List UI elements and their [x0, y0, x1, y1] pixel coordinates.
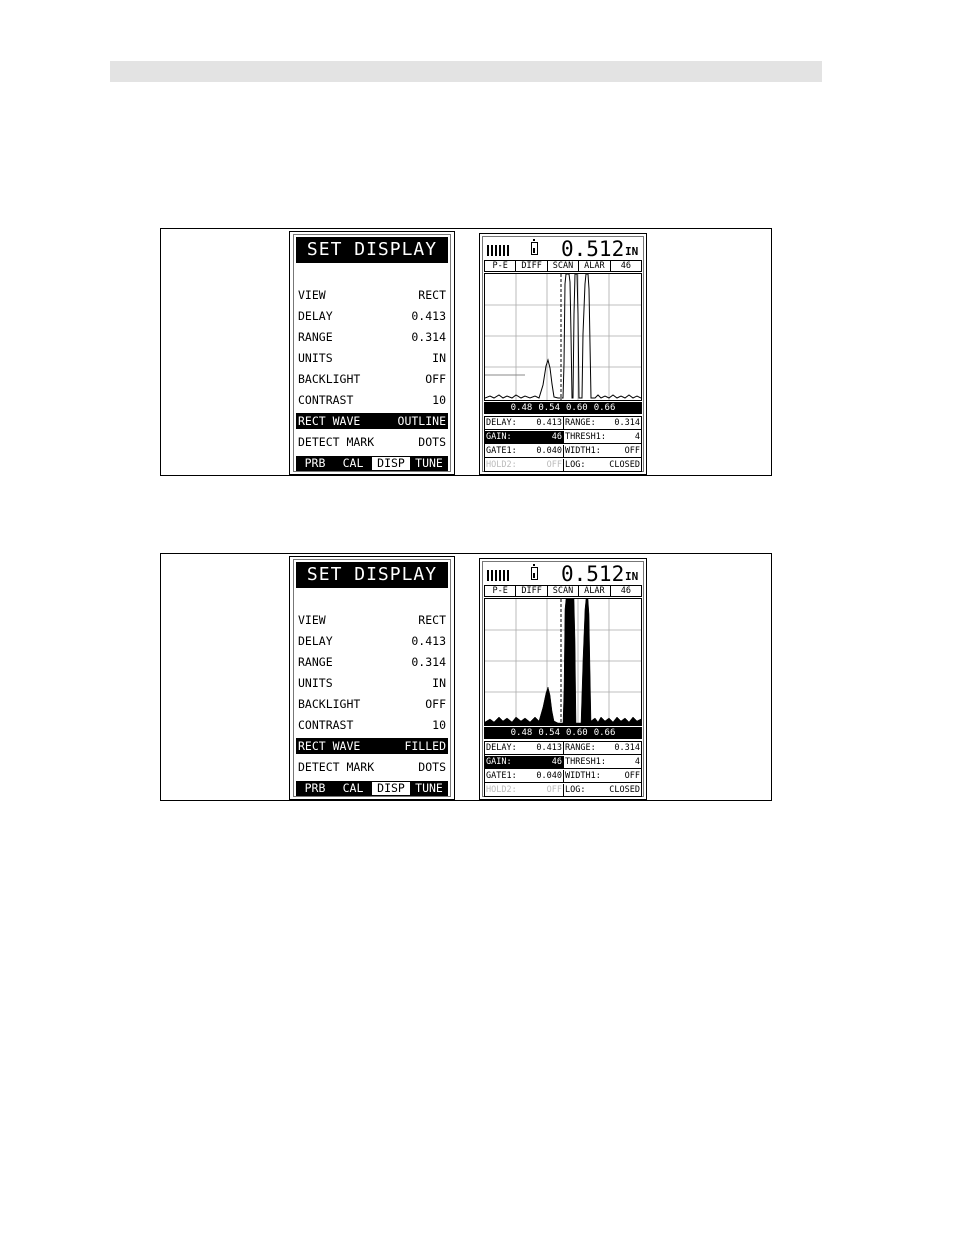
param-label: THRESH1: [565, 757, 606, 767]
menu-item-backlight[interactable] [296, 371, 448, 387]
menu-item-label: CONTRAST [298, 393, 354, 407]
tab-prb[interactable]: PRB [304, 456, 326, 470]
param-value: CLOSED [609, 785, 640, 795]
menu-title: SET DISPLAY [296, 562, 448, 588]
menu-item-label: DETECT MARK [298, 435, 375, 449]
figure-rect-wave-filled [160, 553, 772, 801]
param-delay[interactable] [485, 417, 564, 430]
param-width1[interactable] [564, 445, 641, 458]
param-gain[interactable] [485, 756, 564, 769]
menu-item-label: DELAY [298, 634, 333, 648]
status-gain: 46 [620, 261, 631, 271]
param-label: GAIN: [486, 757, 512, 767]
menu-item-label: RANGE [298, 330, 333, 344]
param-label: WIDTH1: [565, 446, 601, 456]
menu-item-range[interactable] [296, 329, 448, 345]
measurement-panel [482, 236, 644, 472]
param-label: RANGE: [565, 743, 596, 753]
menu-panel [293, 234, 451, 472]
measurement-panel [482, 561, 644, 797]
menu-item-value: DOTS [418, 435, 446, 449]
param-label: DELAY: [486, 743, 517, 753]
menu-item-value: 10 [432, 718, 446, 732]
param-log[interactable] [564, 459, 641, 472]
reading-unit: IN [625, 245, 639, 258]
set-display-menu-screen [289, 556, 455, 800]
param-range[interactable] [564, 417, 641, 430]
menu-item-units[interactable] [296, 350, 448, 366]
menu-panel [293, 559, 451, 797]
tab-tune[interactable]: TUNE [415, 456, 443, 470]
menu-item-detect-mark[interactable] [296, 434, 448, 450]
menu-item-value: OFF [425, 697, 446, 711]
status-mode: P-E [485, 261, 516, 271]
param-label: RANGE: [565, 418, 596, 428]
param-label: HOLD2: [486, 785, 517, 795]
param-range[interactable] [564, 742, 641, 755]
scale-tick: 0.48 [510, 728, 533, 738]
param-log[interactable] [564, 784, 641, 797]
scale-tick: 0.60 [566, 728, 588, 738]
menu-item-label: DELAY [298, 309, 333, 323]
param-label: LOG: [565, 785, 586, 795]
tab-disp[interactable]: DISP [372, 457, 410, 470]
status-row [484, 585, 642, 597]
param-value: 4 [634, 432, 640, 442]
param-delay[interactable] [485, 742, 564, 755]
menu-item-detect-mark[interactable] [296, 759, 448, 775]
menu-item-value: IN [432, 676, 446, 690]
signal-bars-icon [487, 245, 509, 256]
menu-item-delay[interactable] [296, 308, 448, 324]
set-display-menu-screen [289, 231, 455, 475]
menu-item-delay[interactable] [296, 633, 448, 649]
param-gate1[interactable] [485, 445, 564, 458]
param-label: LOG: [565, 460, 586, 470]
param-label: GATE1: [486, 446, 517, 456]
menu-item-value: RECT [418, 288, 446, 302]
menu-item-backlight[interactable] [296, 696, 448, 712]
menu-item-value: 0.413 [411, 634, 446, 648]
scale-tick: 0.54 [538, 403, 560, 413]
status-mode: P-E [485, 586, 516, 596]
param-thresh1[interactable] [564, 756, 641, 769]
param-value: 0.314 [614, 418, 640, 428]
param-hold2[interactable] [485, 784, 564, 797]
menu-item-value: DOTS [418, 760, 446, 774]
param-value: 0.040 [536, 771, 562, 781]
menu-item-value: 0.314 [411, 655, 446, 669]
menu-item-value: OFF [425, 372, 446, 386]
tab-cal[interactable]: CAL [342, 456, 364, 470]
menu-item-value: FILLED [404, 739, 446, 753]
waveform-display [484, 273, 642, 401]
menu-item-value: 0.413 [411, 309, 446, 323]
param-value: 0.040 [536, 446, 562, 456]
menu-item-view[interactable] [296, 612, 448, 628]
menu-item-rect-wave[interactable] [296, 413, 448, 429]
scale-tick: 0.54 [538, 728, 560, 738]
status-scan: SCAN [548, 586, 579, 596]
status-alarm: ALAR [579, 586, 610, 596]
menu-item-units[interactable] [296, 675, 448, 691]
param-gate1[interactable] [485, 770, 564, 783]
param-label: GAIN: [486, 432, 512, 442]
status-row [484, 260, 642, 272]
figure-rect-wave-outline [160, 228, 772, 476]
param-label: GATE1: [486, 771, 517, 781]
param-label: WIDTH1: [565, 771, 601, 781]
depth-scale [484, 727, 642, 739]
param-thresh1[interactable] [564, 431, 641, 444]
param-hold2[interactable] [485, 459, 564, 472]
scale-tick: 0.60 [566, 403, 588, 413]
menu-item-label: VIEW [298, 288, 326, 302]
menu-item-label: BACKLIGHT [298, 372, 361, 386]
tab-disp[interactable]: DISP [372, 782, 410, 795]
menu-item-label: UNITS [298, 351, 333, 365]
battery-icon [531, 567, 538, 580]
menu-item-range[interactable] [296, 654, 448, 670]
menu-item-value: IN [432, 351, 446, 365]
tab-tune[interactable]: TUNE [415, 781, 443, 795]
status-diff: DIFF [516, 261, 547, 271]
menu-item-label: BACKLIGHT [298, 697, 361, 711]
parameter-grid [484, 416, 642, 472]
param-value: 46 [551, 432, 562, 442]
thickness-reading: 0.512 [561, 237, 625, 261]
menu-item-label: CONTRAST [298, 718, 354, 732]
param-value: 0.314 [614, 743, 640, 753]
menu-item-value: RECT [418, 613, 446, 627]
scale-tick: 0.66 [593, 728, 616, 738]
menu-item-contrast[interactable] [296, 392, 448, 408]
menu-item-label: RECT WAVE [298, 414, 361, 428]
menu-item-contrast[interactable] [296, 717, 448, 733]
waveform-graphic [485, 599, 641, 725]
menu-item-label: RANGE [298, 655, 333, 669]
scale-tick: 0.66 [593, 403, 616, 413]
parameter-grid [484, 741, 642, 797]
waveform-graphic [485, 274, 641, 400]
param-label: HOLD2: [486, 460, 517, 470]
thickness-reading: 0.512 [561, 562, 625, 586]
menu-title: SET DISPLAY [296, 237, 448, 263]
param-value: 0.413 [536, 743, 562, 753]
menu-item-view[interactable] [296, 287, 448, 303]
waveform-display [484, 598, 642, 726]
param-value: CLOSED [609, 460, 640, 470]
page-header-bar [110, 61, 822, 82]
menu-item-rect-wave[interactable] [296, 738, 448, 754]
param-value: OFF [546, 460, 562, 470]
measurement-screen [479, 558, 647, 800]
battery-icon [531, 242, 538, 255]
param-value: OFF [624, 446, 640, 456]
menu-tab-bar [296, 456, 448, 471]
status-alarm: ALAR [579, 261, 610, 271]
menu-item-value: 0.314 [411, 330, 446, 344]
param-value: OFF [546, 785, 562, 795]
reading-unit: IN [625, 570, 639, 583]
status-scan: SCAN [548, 261, 579, 271]
tab-cal[interactable]: CAL [342, 781, 364, 795]
param-label: THRESH1: [565, 432, 606, 442]
depth-scale [484, 402, 642, 414]
menu-item-value: OUTLINE [397, 414, 446, 428]
tab-prb[interactable]: PRB [304, 781, 326, 795]
signal-bars-icon [487, 570, 509, 581]
scale-tick: 0.48 [510, 403, 533, 413]
param-width1[interactable] [564, 770, 641, 783]
param-gain[interactable] [485, 431, 564, 444]
measurement-screen [479, 233, 647, 475]
menu-item-label: RECT WAVE [298, 739, 361, 753]
param-value: 0.413 [536, 418, 562, 428]
menu-tab-bar [296, 781, 448, 796]
menu-item-label: UNITS [298, 676, 333, 690]
param-value: OFF [624, 771, 640, 781]
menu-item-value: 10 [432, 393, 446, 407]
status-diff: DIFF [516, 586, 547, 596]
param-value: 4 [634, 757, 640, 767]
menu-item-label: VIEW [298, 613, 326, 627]
menu-item-label: DETECT MARK [298, 760, 375, 774]
status-gain: 46 [620, 586, 631, 596]
param-label: DELAY: [486, 418, 517, 428]
param-value: 46 [551, 757, 562, 767]
